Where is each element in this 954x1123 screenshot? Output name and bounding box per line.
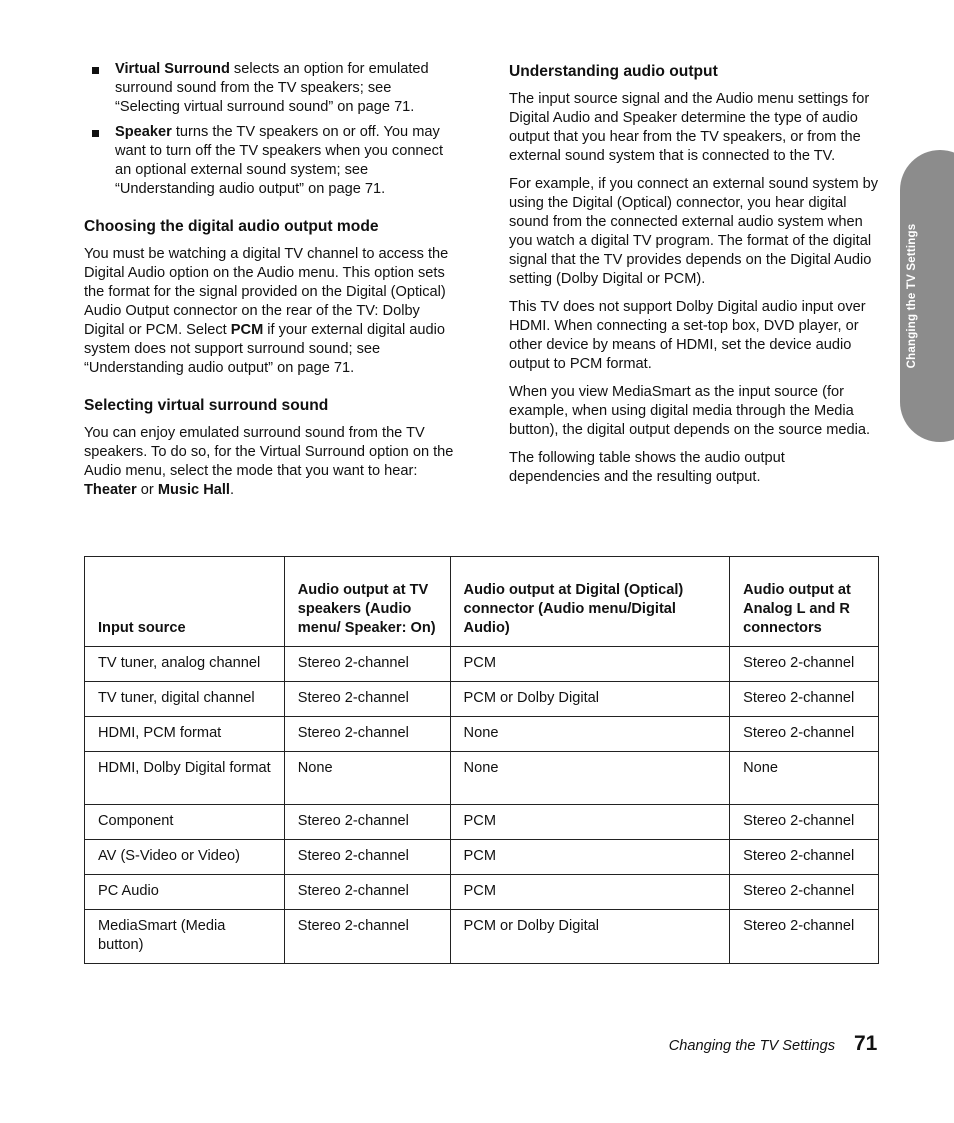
table-cell: TV tuner, analog channel bbox=[85, 647, 285, 682]
paragraph: This TV does not support Dolby Digital audio input over HDMI. When connecting a set-top box, DVD player, or other device by means of HDMI, set the device audio output to PCM format. bbox=[509, 299, 866, 372]
table-cell: Stereo 2-channel bbox=[730, 805, 879, 840]
header-tv-speakers: Audio output at TV speakers (Audio menu/ Speaker: On) bbox=[284, 557, 450, 647]
text-bold: Music Hall bbox=[157, 482, 230, 498]
bullet-term: Speaker bbox=[115, 124, 172, 140]
table-cell: Stereo 2-channel bbox=[284, 682, 450, 717]
page-number: 71 bbox=[854, 1032, 878, 1055]
table-row bbox=[85, 805, 879, 840]
text-bold: PCM bbox=[230, 322, 264, 338]
heading-virtual-surround: Selecting virtual surround sound bbox=[84, 397, 329, 414]
right-column bbox=[509, 60, 879, 496]
paragraph: The input source signal and the Audio menu settings for Digital Audio and Speaker determine the type of audio output that you hear from the TV speakers, or from the external sound system that is connected to the TV. bbox=[509, 91, 870, 164]
table-cell: None bbox=[450, 752, 730, 805]
table-cell: HDMI, PCM format bbox=[85, 717, 285, 752]
left-column bbox=[84, 60, 456, 509]
header-input-source: Input source bbox=[85, 557, 285, 647]
table-cell: PC Audio bbox=[85, 875, 285, 910]
table-cell: None bbox=[450, 717, 730, 752]
table-row bbox=[85, 752, 879, 805]
table-header-row bbox=[85, 557, 879, 647]
text-run: or bbox=[136, 482, 158, 498]
text-run: . bbox=[230, 482, 235, 498]
header-analog-lr: Audio output at Analog L and R connectors bbox=[730, 557, 879, 647]
paragraph: When you view MediaSmart as the input source (for example, when using digital media through the Media button), the digital output depends on the source media. bbox=[509, 384, 871, 438]
table-cell: Stereo 2-channel bbox=[284, 840, 450, 875]
paragraph-virtual-surround bbox=[84, 424, 456, 500]
table-cell: Stereo 2-channel bbox=[730, 717, 879, 752]
heading-understanding-audio-output: Understanding audio output bbox=[509, 63, 718, 80]
table-cell: Component bbox=[85, 805, 285, 840]
text-run: You can enjoy emulated surround sound from the TV speakers. To do so, for the Virtual Surround option on the Audio menu, select the mode that you want to hear: bbox=[84, 425, 454, 479]
bullet-square-icon bbox=[92, 130, 99, 137]
footer-chapter-title: Changing the TV Settings bbox=[668, 1038, 835, 1054]
table-cell: None bbox=[730, 752, 879, 805]
paragraph: For example, if you connect an external sound system by using the Digital (Optical) connector, you hear digital sound from the connected external audio system when you watch a digital TV program. The format of the digital signal that the TV provides depends on the Digital Audio setting (Dolby Digital or PCM). bbox=[509, 176, 879, 287]
table-cell: TV tuner, digital channel bbox=[85, 682, 285, 717]
paragraph-digital-audio bbox=[84, 245, 456, 378]
table-row bbox=[85, 647, 879, 682]
text-bold: Theater bbox=[84, 482, 137, 498]
table-cell: Stereo 2-channel bbox=[284, 717, 450, 752]
bullet-term: Virtual Surround bbox=[115, 61, 230, 77]
table-row bbox=[85, 910, 879, 964]
table-cell: Stereo 2-channel bbox=[284, 910, 450, 964]
table-row bbox=[85, 682, 879, 717]
table-cell: PCM bbox=[450, 647, 730, 682]
audio-output-table bbox=[84, 556, 879, 964]
table-cell: Stereo 2-channel bbox=[284, 647, 450, 682]
table-cell: AV (S-Video or Video) bbox=[85, 840, 285, 875]
table-cell: Stereo 2-channel bbox=[730, 840, 879, 875]
table-cell: PCM bbox=[450, 805, 730, 840]
header-digital-optical: Audio output at Digital (Optical) connector (Audio menu/Digital Audio) bbox=[450, 557, 730, 647]
text-run: You must be watching a digital TV channel to access the Digital Audio option on the Audio menu. This option sets the format for the signal provided on the Digital (Optical) Audio Output connector on the rear of the TV: Dolby Digital or PCM. Select bbox=[84, 246, 449, 338]
table-cell: PCM bbox=[450, 875, 730, 910]
table-cell: Stereo 2-channel bbox=[730, 875, 879, 910]
table-cell: PCM bbox=[450, 840, 730, 875]
table-row bbox=[85, 840, 879, 875]
paragraph: The following table shows the audio output dependencies and the resulting output. bbox=[509, 450, 785, 485]
bullet-square-icon bbox=[92, 67, 99, 74]
table-cell: HDMI, Dolby Digital format bbox=[85, 752, 285, 805]
bullet-virtual-surround bbox=[84, 60, 456, 117]
table-cell: Stereo 2-channel bbox=[284, 805, 450, 840]
side-tab-text: Changing the TV Settings bbox=[906, 223, 918, 369]
table-cell: Stereo 2-channel bbox=[730, 647, 879, 682]
text-run: if your external digital audio system does not support surround sound; see “Understanding audio output” on page 71. bbox=[84, 322, 445, 376]
bullet-text: selects an option for emulated surround sound from the TV speakers; see “Selecting virtual surround sound” on page 71. bbox=[115, 61, 429, 115]
bullet-text: turns the TV speakers on or off. You may want to turn off the TV speakers when you connect an optional external sound system; see “Understanding audio output” on page 71. bbox=[115, 124, 444, 197]
table-cell: Stereo 2-channel bbox=[284, 875, 450, 910]
table-cell: None bbox=[284, 752, 450, 805]
table-cell: Stereo 2-channel bbox=[730, 910, 879, 964]
table-cell: MediaSmart (Media button) bbox=[85, 910, 285, 964]
table-row bbox=[85, 875, 879, 910]
table-cell: PCM or Dolby Digital bbox=[450, 682, 730, 717]
table-cell: Stereo 2-channel bbox=[730, 682, 879, 717]
table-cell: PCM or Dolby Digital bbox=[450, 910, 730, 964]
heading-digital-audio-output-mode: Choosing the digital audio output mode bbox=[84, 218, 379, 235]
bullet-speaker bbox=[84, 123, 456, 199]
table-row bbox=[85, 717, 879, 752]
